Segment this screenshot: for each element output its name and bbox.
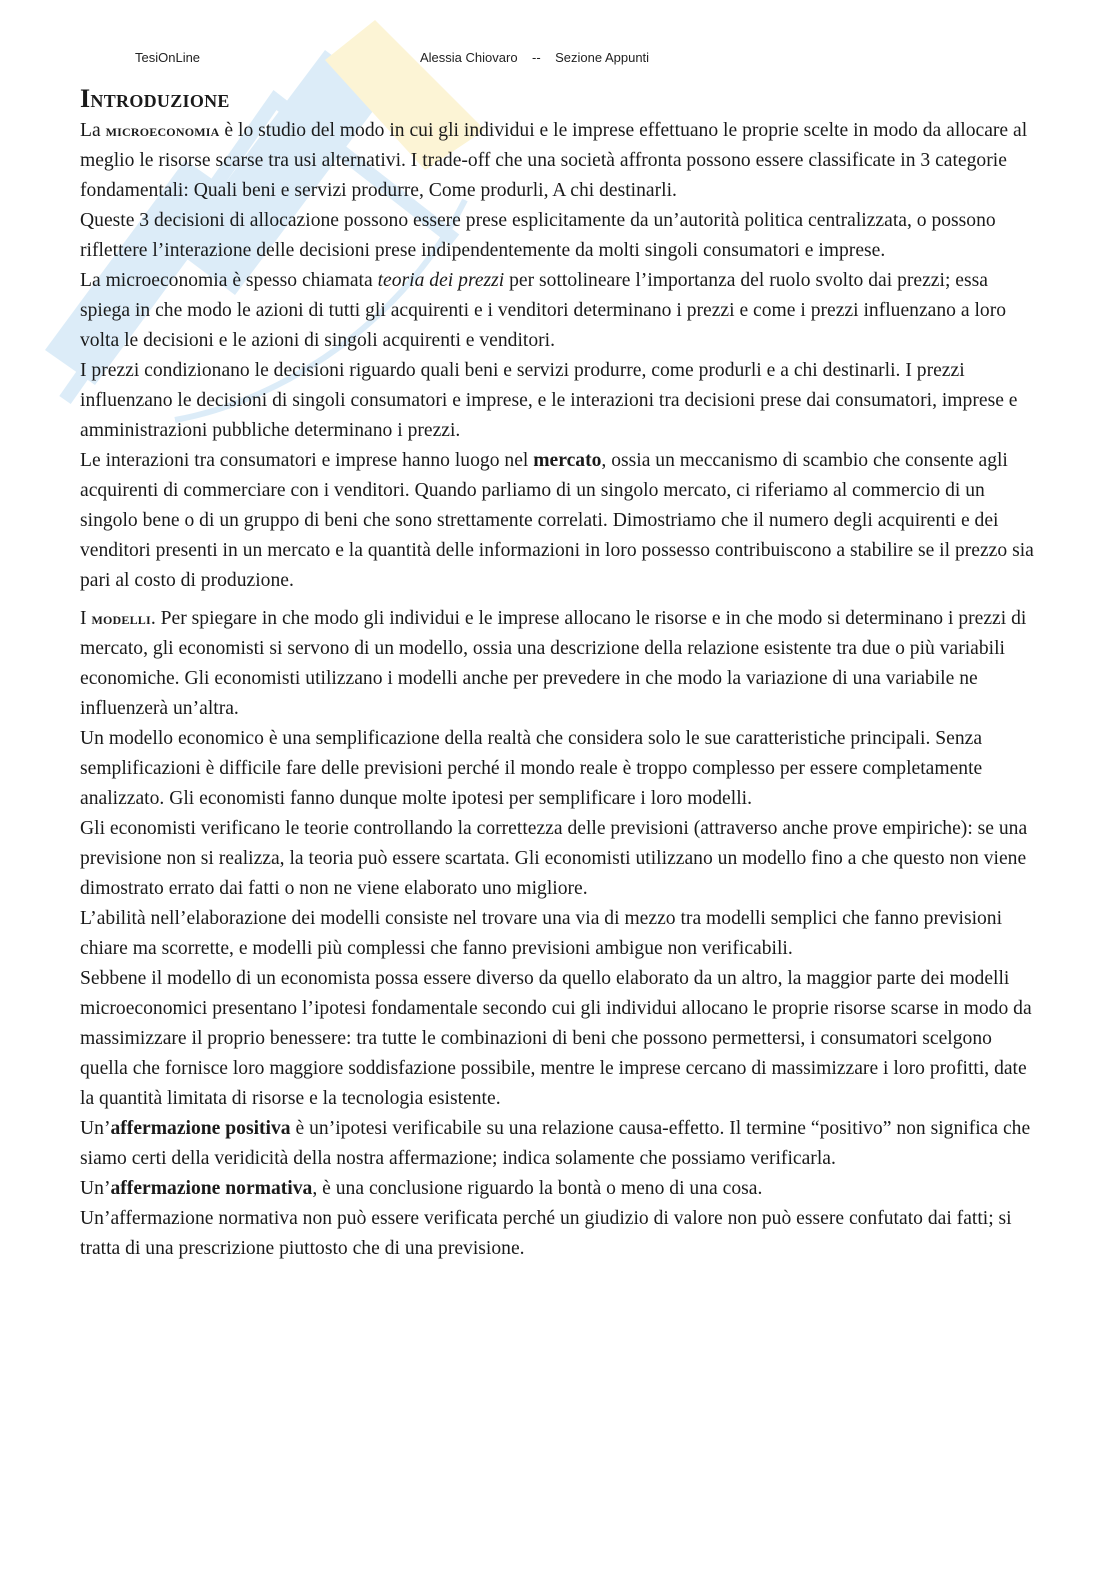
text-run: Le interazioni tra consumatori e imprese hanno luogo nel	[80, 450, 534, 471]
paragraph: Un’affermazione normativa non può essere verificata perché un giudizio di valore non può essere confutato dai fatti; si tratta di una prescrizione piuttosto che di una previsione.	[80, 1208, 1012, 1259]
text-run: è un’ipotesi verificabile su una relazione causa-effetto. Il termine “positivo” non significa che siamo certi della veridicità della nostra affermazione; indica solamente che possiamo verificarla.	[80, 1118, 1031, 1169]
page-header	[0, 50, 1116, 70]
bold-term-mercato: mercato	[533, 450, 602, 471]
paragraph: Un modello economico è una semplificazione della realtà che considera solo le sue caratteristiche principali. Senza semplificazioni è difficile fare delle previsioni perché il mondo reale è troppo complesso per essere completamente analizzato. Gli economisti fanno dunque molte ipotesi per semplificare i loro modelli.	[80, 728, 983, 809]
text-run: La	[80, 120, 106, 141]
paragraph: L’abilità nell’elaborazione dei modelli consiste nel trovare una via di mezzo tra modelli semplici che fanno previsioni chiare ma scorrette, e modelli più complessi che fanno previsioni ambigue non verificabili.	[80, 908, 1003, 959]
text-run: I	[80, 608, 92, 629]
paragraph	[80, 1174, 1035, 1204]
paragraph	[80, 1114, 1035, 1174]
paragraph: I prezzi condizionano le decisioni riguardo quali beni e servizi produrre, come produrli e a chi destinarli. I prezzi influenzano le decisioni di singoli consumatori e imprese, e le interazioni tra decisioni prese dai consumatori, imprese e amministrazioni pubbliche determinano i prezzi.	[80, 360, 1018, 441]
text-run: La microeconomia è spesso chiamata	[80, 270, 378, 291]
paragraph	[80, 266, 1035, 356]
text-run: per sottolineare l’importanza del ruolo svolto dai prezzi; essa spiega in che modo le azioni di tutti gli acquirenti e i venditori determinano i prezzi e come i prezzi influenzano a loro volta le decisioni e le azioni di singoli acquirenti e venditori.	[80, 270, 1007, 351]
paragraph: Sebbene il modello di un economista possa essere diverso da quello elaborato da un altro, la maggior parte dei modelli microeconomici presentano l’ipotesi fondamentale secondo cui gli individui allocano le proprie risorse scarse in modo da massimizzare il proprio benessere: tra tutte le combinazioni di beni che possono permettersi, i consumatori scelgono quella che fornisce loro maggiore soddisfazione possibile, mentre le imprese cercano di massimizzare i loro profitti, date la quantità limitata di risorse e la tecnologia esistente.	[80, 968, 1032, 1109]
text-run: Un’	[80, 1118, 111, 1139]
header-author-section: Alessia Chiovaro -- Sezione Appunti	[420, 50, 650, 65]
text-run: Un’	[80, 1178, 111, 1199]
document-body	[80, 82, 1035, 1264]
paragraph	[80, 446, 1035, 596]
term-modelli: modelli	[91, 609, 151, 628]
page-title: Introduzione	[80, 84, 230, 113]
paragraph	[80, 116, 1035, 206]
term-microeconomia: microeconomia	[105, 121, 220, 140]
bold-term-affermazione-positiva: affermazione positiva	[110, 1118, 291, 1139]
text-run: , ossia un meccanismo di scambio che consente agli acquirenti di commerciare con i venditori. Quando parliamo di un singolo mercato, ci riferiamo al commercio di un singolo bene o di un gruppo di beni che sono strettamente correlati. Dimostriamo che il numero degli acquirenti e dei venditori presenti in un mercato e la quantità delle informazioni in loro possesso contribuiscono a stabilire se il prezzo sia pari al costo di produzione.	[80, 450, 1034, 591]
header-site-name: TesiOnLine	[135, 50, 201, 65]
text-run: , è una conclusione riguardo la bontà o meno di una cosa.	[312, 1178, 763, 1199]
italic-term: teoria dei prezzi	[377, 270, 505, 291]
text-run: . Per spiegare in che modo gli individui e le imprese allocano le risorse e in che modo si determinano i prezzi di mercato, gli economisti si servono di un modello, ossia una descrizione della relazione esistente tra due o più variabili economiche. Gli economisti utilizzano i modelli anche per prevedere in che modo la variazione di una variabile ne influenzerà un’altra.	[80, 608, 1027, 719]
paragraph	[80, 604, 1035, 724]
paragraph: Queste 3 decisioni di allocazione possono essere prese esplicitamente da un’autorità politica centralizzata, o possono riflettere l’interazione delle decisioni prese indipendentemente da molti singoli consumatori e imprese.	[80, 210, 996, 261]
text-run: è lo studio del modo in cui gli individui e le imprese effettuano le proprie scelte in modo da allocare al meglio le risorse scarse tra usi alternativi. I trade-off che una società affronta possono essere classificate in 3 categorie fondamentali: Quali beni e servizi produrre, Come produrli, A chi destinarli.	[80, 120, 1028, 201]
paragraph: Gli economisti verificano le teorie controllando la correttezza delle previsioni (attraverso anche prove empiriche): se una previsione non si realizza, la teoria può essere scartata. Gli economisti utilizzano un modello fino a che questo non viene dimostrato errato dai fatti o non ne viene elaborato uno migliore.	[80, 818, 1028, 899]
bold-term-affermazione-normativa: affermazione normativa	[110, 1178, 313, 1199]
